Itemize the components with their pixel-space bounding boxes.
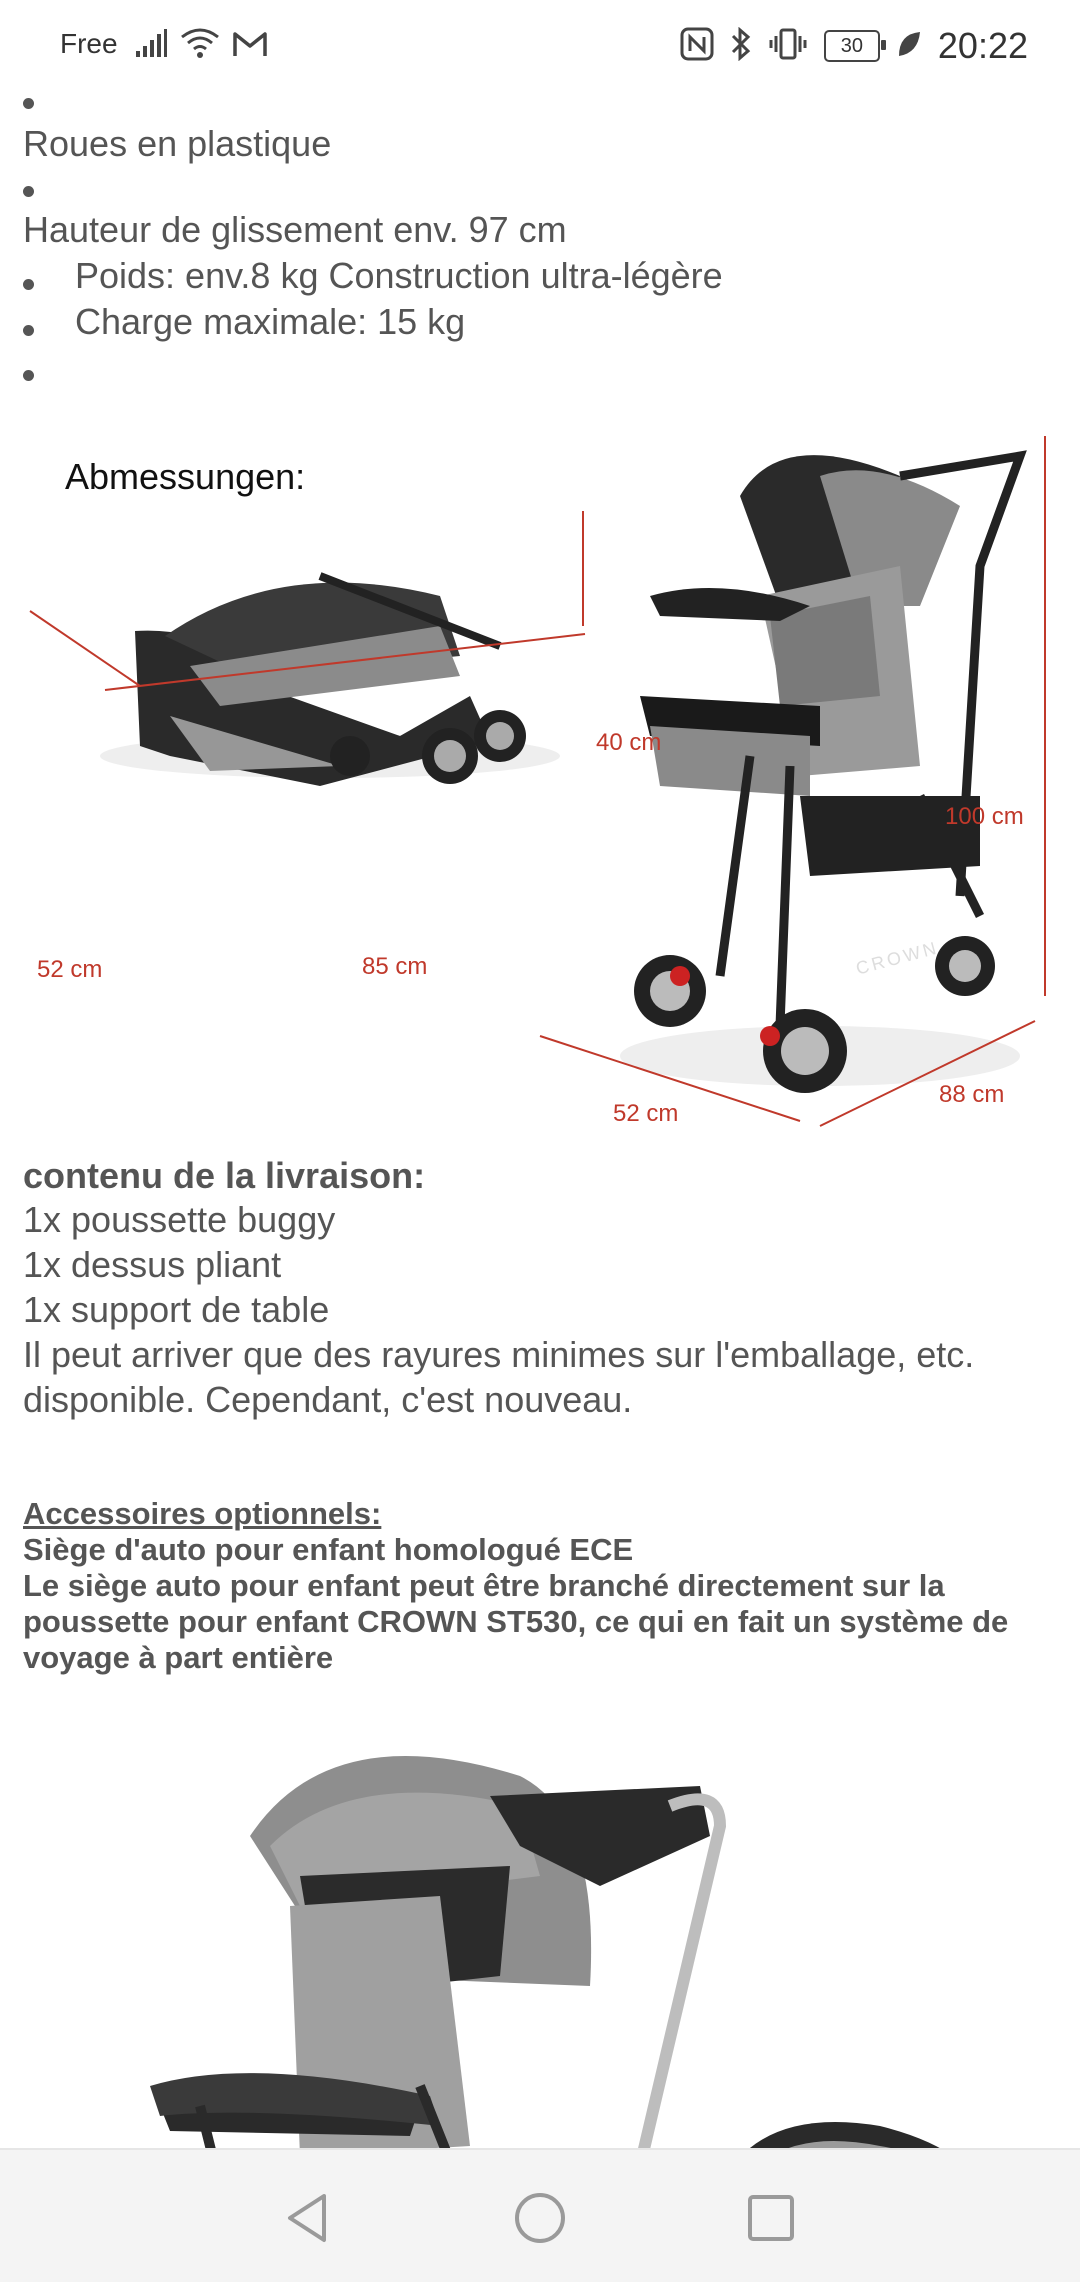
strollers-illustration: [20, 436, 1060, 1166]
bullet-marker: [23, 186, 34, 197]
open-stroller-image: [620, 455, 1020, 1093]
battery-icon: [824, 30, 880, 62]
navigation-bar: [0, 2148, 1080, 2282]
dimensions-title: Abmessungen:: [65, 456, 306, 497]
delivery-title: contenu de la livraison:: [23, 1155, 426, 1196]
home-icon: [513, 2191, 567, 2245]
status-bar: [0, 0, 1080, 92]
back-icon: [284, 2192, 332, 2244]
delivery-item: 1x poussette buggy: [23, 1199, 336, 1240]
gmail-icon: [232, 30, 268, 63]
folded-width-label: 52 cm: [37, 956, 103, 983]
accessories-line: Siège d'auto pour enfant homologué ECE: [23, 1532, 634, 1567]
status-left-icons: [134, 26, 268, 66]
clock: 20:22: [937, 25, 1028, 66]
folded-stroller-image: [100, 576, 560, 786]
feature-weight: Poids: env.8 kg Construction ultra-légère: [75, 255, 723, 296]
status-right-icons: [680, 22, 1028, 70]
folded-height-label: 40 cm: [596, 729, 662, 756]
open-width-label: 52 cm: [613, 1100, 679, 1127]
accessories-line: poussette pour enfant CROWN ST530, ce qui en fait un système de: [23, 1604, 1009, 1639]
bluetooth-icon: [730, 27, 752, 66]
delivery-item: 1x dessus pliant: [23, 1244, 282, 1285]
bullet-marker: [23, 279, 34, 290]
delivery-note-line: Il peut arriver que des rayures minimes sur l'emballage, etc.: [23, 1334, 975, 1375]
folded-length-label: 85 cm: [362, 953, 428, 980]
recents-icon: [746, 2193, 796, 2243]
back-button[interactable]: [278, 2188, 338, 2248]
open-height-label: 100 cm: [945, 803, 1024, 830]
delivery-note-line: disponible. Cependant, c'est nouveau.: [23, 1379, 633, 1420]
feature-height: Hauteur de glissement env. 97 cm: [23, 209, 567, 250]
dimensions-figure: [20, 436, 1060, 1166]
accessories-line: voyage à part entière: [23, 1640, 334, 1675]
vibrate-icon: [768, 27, 808, 66]
accessories-title: Accessoires optionnels:: [23, 1496, 382, 1531]
bullet-marker: [23, 325, 34, 336]
brand-label: CROWN: [853, 937, 942, 979]
feature-wheels: Roues en plastique: [23, 123, 332, 164]
open-length-label: 88 cm: [939, 1081, 1005, 1108]
accessories-line: Le siège auto pour enfant peut être branché directement sur la: [23, 1568, 945, 1603]
battery-level: 30: [840, 34, 864, 57]
signal-icon: [134, 29, 168, 64]
feature-max-load: Charge maximale: 15 kg: [75, 301, 466, 342]
carrier-label: Free: [60, 28, 118, 59]
leaf-icon: [896, 29, 922, 64]
stroller-photo: [0, 1726, 1080, 2186]
bullet-marker: [23, 370, 34, 381]
recents-button[interactable]: [741, 2188, 801, 2248]
home-button[interactable]: [510, 2188, 570, 2248]
wifi-icon: [180, 27, 220, 66]
bullet-marker: [23, 98, 34, 109]
nfc-icon: [680, 27, 714, 66]
delivery-item: 1x support de table: [23, 1289, 330, 1330]
